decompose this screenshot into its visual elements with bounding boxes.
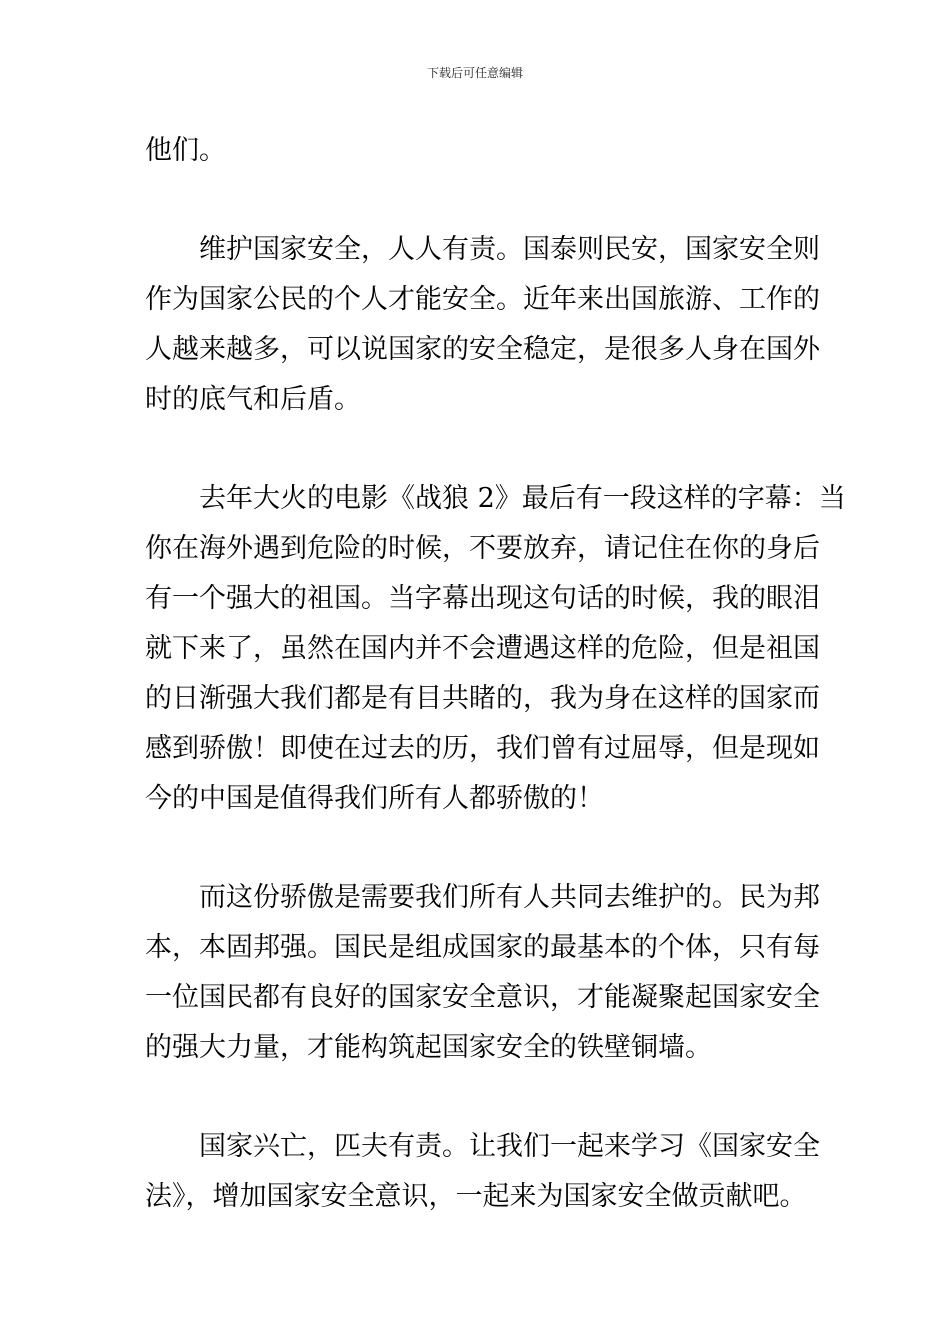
paragraph-line: 你在海外遇到危险的时候，不要放弃，请记住在你的身后 (145, 533, 820, 564)
paragraph-line: 人越来越多，可以说国家的安全稳定，是很多人身在国外 (145, 334, 820, 365)
paragraph-line: 作为国家公民的个人才能安全。近年来出国旅游、工作的 (145, 284, 820, 315)
paragraph-line: 感到骄傲！即使在过去的历，我们曾有过屈辱，但是现如 (145, 733, 820, 764)
paragraph-gap (145, 824, 810, 873)
paragraph-2 (145, 225, 820, 425)
paragraph-line: 的日渐强大我们都是有目共睹的，我为身在这样的国家而 (145, 683, 820, 714)
paragraph-4 (145, 873, 820, 1073)
paragraph-line: 他们。 (145, 135, 226, 166)
paragraph-line: 今的中国是值得我们所有人都骄傲的！ (145, 783, 604, 814)
paragraph-gap (145, 425, 810, 474)
paragraph-line: 维护国家安全，人人有责。国泰则民安，国家安全则 (199, 234, 820, 265)
paragraph-3 (145, 474, 846, 824)
paragraph-line: 去年大火的电影《战狼 2》最后有一段这样的字幕：当 (199, 483, 846, 514)
paragraph-1 (145, 126, 810, 176)
paragraph-line: 本，本固邦强。国民是组成国家的最基本的个体，只有每 (145, 932, 820, 963)
paragraph-line: 的强大力量，才能构筑起国家安全的铁壁铜墙。 (145, 1032, 712, 1063)
page-header: 下载后可任意编辑 (426, 66, 523, 80)
paragraph-line: 而这份骄傲是需要我们所有人共同去维护的。民为邦 (199, 882, 820, 913)
paragraph-5 (145, 1122, 820, 1222)
paragraph-line: 有一个强大的祖国。当字幕出现这句话的时候，我的眼泪 (145, 583, 820, 614)
paragraph-line: 时的底气和后盾。 (145, 384, 361, 415)
paragraph-gap (145, 176, 810, 225)
paragraph-line: 就下来了，虽然在国内并不会遭遇这样的危险，但是祖国 (145, 633, 820, 664)
paragraph-line: 国家兴亡，匹夫有责。让我们一起来学习《国家安全 (199, 1131, 820, 1162)
paragraph-line: 一位国民都有良好的国家安全意识，才能凝聚起国家安全 (145, 982, 820, 1013)
document-body (145, 126, 846, 1222)
paragraph-gap (145, 1073, 810, 1122)
paragraph-line: 法》，增加国家安全意识，一起来为国家安全做贡献吧。 (145, 1181, 807, 1212)
